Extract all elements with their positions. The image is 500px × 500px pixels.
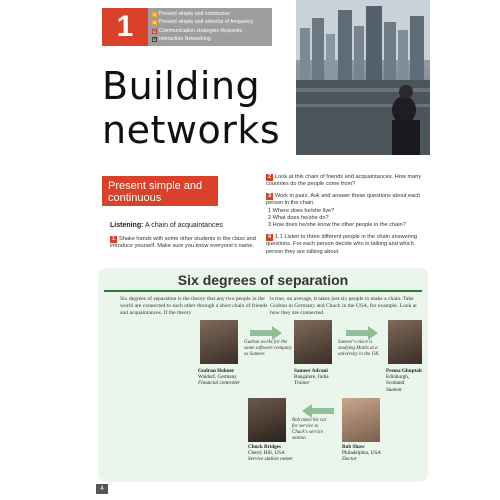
six-degrees-panel	[98, 268, 428, 482]
task-text: Look at this chain of friends and acquaintances. How many countries do the people come from?	[266, 174, 422, 188]
topic-badge: D	[153, 36, 156, 42]
person-place: Waldorf, Germany	[198, 374, 237, 381]
photo-gudrun	[200, 320, 238, 364]
person-job: Student	[386, 386, 402, 393]
quote-2: Sameer's niece is studying Maths at a university in the UK.	[338, 340, 380, 357]
person-name: Rob Shaw	[342, 444, 365, 450]
person-job: Doctor	[342, 456, 357, 463]
topic-text: Present simple and continuous	[159, 11, 230, 17]
person-job: Service station owner	[248, 456, 293, 463]
person-job: Financial controller	[198, 380, 241, 387]
person-name: Sameer Advani	[294, 368, 328, 374]
person-rob	[342, 444, 402, 463]
person-chuck	[248, 444, 308, 463]
person-place: Cherry Hill, USA	[248, 450, 285, 457]
topic-badge: G	[152, 11, 157, 17]
arrow-left-icon	[302, 404, 334, 418]
topic-text: Present simple and adverbs of frequency	[159, 19, 254, 26]
topic-item	[152, 27, 268, 35]
task-text: Shake hands with some other students in the class and introduce yourself. Make sure you know everyone's name.	[110, 236, 256, 250]
section-heading: Present simple and continuous	[102, 176, 218, 206]
photo-rob	[342, 398, 380, 442]
person-place: Edinburgh, Scotland	[386, 374, 410, 387]
listening-label: Listening:	[110, 222, 144, 229]
person-job: Trainer	[294, 380, 310, 387]
city-photo	[296, 0, 430, 155]
person-sameer	[294, 368, 354, 387]
quote-5: Rob takes his car for service to Chuck's service station.	[292, 418, 327, 441]
person-place: Philadelphia, USA	[342, 450, 381, 457]
unit-topics	[148, 8, 272, 46]
city-skyline-illustration	[296, 0, 430, 155]
quote-1: Gudrun works for the same software company as Sameer.	[244, 340, 292, 357]
topic-text: Interaction Networking	[159, 36, 211, 43]
title-line-1: Building	[102, 64, 261, 108]
person-gudrun	[198, 368, 258, 387]
task-number: 1	[111, 236, 116, 242]
person-place: Bangalore, India	[294, 374, 329, 381]
task-1	[110, 236, 270, 251]
textbook-page	[78, 0, 430, 500]
unit-number: 1	[102, 8, 148, 46]
question-item: 1 Where does he/she live?	[268, 207, 335, 214]
listening-text: A chain of acquaintances	[145, 222, 223, 229]
photo-sameer	[294, 320, 332, 364]
page-number: 4	[96, 484, 108, 494]
task-text: 1.1 Listen to three different people in the chain answering questions. For each person decide who is talking and which person they are talking about.	[266, 233, 418, 255]
topic-item	[152, 10, 268, 18]
topic-text: Communication strategies Requests	[159, 27, 243, 34]
right-column	[266, 174, 428, 260]
task-text: Work in pairs. Ask and answer these questions about each person in the chain.	[266, 192, 421, 207]
arrow-right-icon	[250, 326, 282, 340]
task-number: 4	[267, 233, 272, 240]
listening-heading	[110, 222, 223, 229]
task-number: 2	[267, 174, 272, 180]
topic-badge: C	[153, 28, 156, 34]
panel-title: Six degrees of separation	[177, 272, 349, 288]
panel-divider	[104, 290, 422, 292]
title-line-2: networks	[102, 108, 281, 152]
task-number: 3	[267, 192, 272, 199]
person-name: Gudrun Hohner	[198, 368, 235, 374]
person-name: Chuck Bridges	[248, 444, 282, 450]
panel-intro-left: Six degrees of separation is the theory that any two people in the world are connected to each other through a short chain of friends and acquaintances. If the theory	[120, 296, 268, 316]
photo-chuck	[248, 398, 286, 442]
task-2	[266, 174, 428, 189]
task-4	[266, 234, 428, 256]
photo-prema	[388, 320, 422, 364]
person-name: Prema Ghuptah	[386, 368, 422, 374]
panel-intro-right: is true, on average, it takes just six people to make a chain. Take Gudrun in Germany and Chuck in the USA, for example. Look at how they are connected.	[270, 296, 417, 316]
topic-badge: G	[152, 20, 157, 26]
question-item: 2 What does he/she do?	[268, 215, 329, 222]
topic-item	[152, 35, 268, 43]
question-item: 3 How does he/she know the other people in the chain?	[268, 222, 406, 229]
topic-item	[152, 18, 268, 26]
arrow-right-icon	[346, 326, 378, 340]
task-3	[266, 193, 428, 230]
person-prema	[386, 368, 428, 393]
